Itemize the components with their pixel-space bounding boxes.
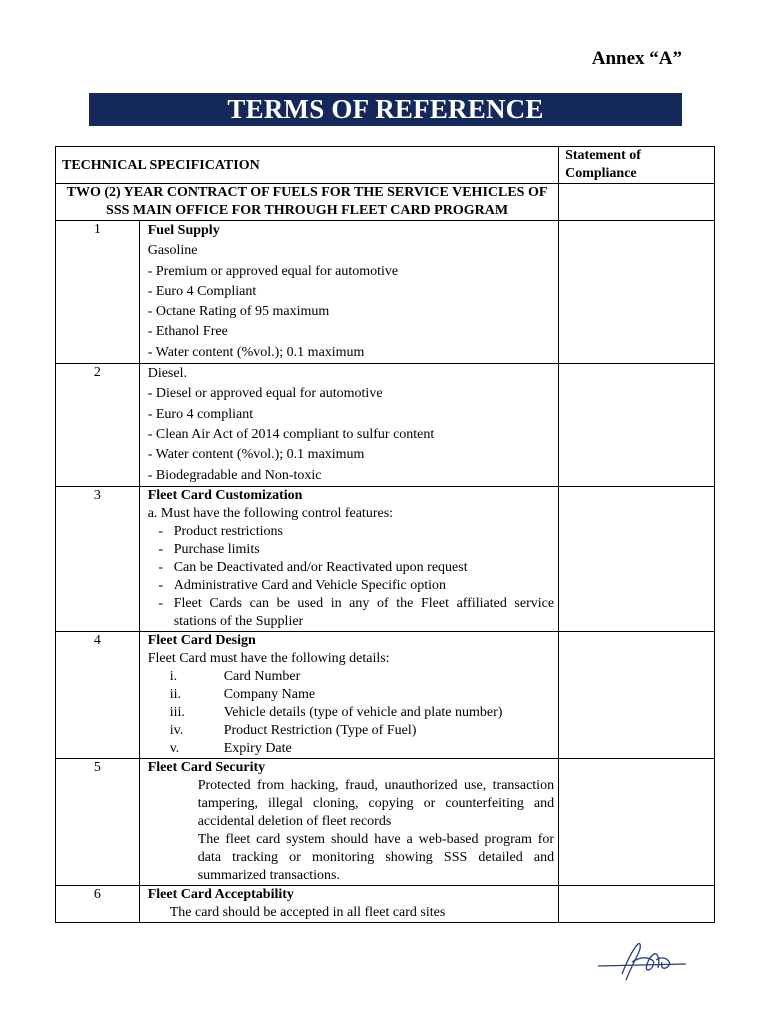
item-line: - Euro 4 compliant — [147, 406, 254, 422]
item-body — [139, 486, 558, 631]
table-row — [56, 758, 715, 885]
contract-title: TWO (2) YEAR CONTRACT OF FUELS FOR THE SERVICE VEHICLES OF SSS MAIN OFFICE FOR THROUGH FLEET CARD PROGRAM — [56, 184, 559, 221]
item-line: - Premium or approved equal for automotive — [147, 263, 399, 279]
compliance-cell — [559, 885, 715, 922]
compliance-cell — [559, 184, 715, 221]
item-heading: Fuel Supply — [147, 223, 220, 238]
header-statement-of-compliance: Statement of Compliance — [559, 147, 715, 184]
table-row — [56, 885, 715, 922]
list-item: ii. Company Name — [169, 686, 316, 702]
item-line: - Water content (%vol.); 0.1 maximum — [147, 344, 365, 360]
list-item: i. Card Number — [169, 668, 301, 684]
item-number: 2 — [56, 364, 140, 487]
signature-mark — [596, 940, 688, 988]
item-line: - Biodegradable and Non-toxic — [147, 467, 322, 483]
list-item: - Product restrictions — [158, 523, 283, 539]
compliance-cell — [559, 221, 715, 364]
item-line: - Octane Rating of 95 maximum — [147, 304, 330, 320]
item-heading: Fleet Card Acceptability — [147, 886, 294, 902]
list-item: - Purchase limits — [158, 541, 260, 557]
item-text: The card should be accepted in all fleet card sites — [169, 904, 446, 920]
item-line: - Euro 4 Compliant — [147, 283, 257, 299]
list-item: - Administrative Card and Vehicle Specific option — [158, 577, 447, 593]
page-title: TERMS OF REFERENCE — [89, 93, 682, 126]
item-line: - Clean Air Act of 2014 compliant to sulfur content — [147, 426, 435, 442]
compliance-cell — [559, 364, 715, 487]
compliance-cell — [559, 486, 715, 631]
list-item: - Fleet Cards can be used in any of the Fleet affiliated service stations of the Supplier — [158, 595, 555, 629]
item-body — [139, 885, 558, 922]
list-item: v. Expiry Date — [169, 740, 292, 756]
list-item: - Can be Deactivated and/or Reactivated upon request — [158, 559, 468, 575]
item-heading: Fleet Card Customization — [147, 487, 303, 503]
item-line: - Water content (%vol.); 0.1 maximum — [147, 447, 365, 463]
item-heading: Fleet Card Design — [147, 632, 256, 648]
item-number: 6 — [56, 885, 140, 922]
item-line: - Diesel or approved equal for automotive — [147, 386, 383, 402]
item-paragraph: Protected from hacking, fraud, unauthorized use, transaction tampering, illegal cloning, copying or counterfeiting and accidental deletion of fleet records — [197, 777, 555, 829]
table-row — [56, 221, 715, 364]
item-intro: a. Must have the following control features: — [147, 505, 394, 521]
item-line: - Ethanol Free — [147, 324, 228, 340]
annex-label: Annex “A” — [591, 48, 682, 69]
table-row — [56, 486, 715, 631]
item-number: 3 — [56, 486, 140, 631]
table-header-row — [56, 147, 715, 184]
table-row — [56, 631, 715, 758]
item-heading: Fleet Card Security — [147, 759, 266, 775]
item-line: Gasoline — [147, 243, 198, 259]
specification-table — [55, 146, 715, 923]
item-body — [139, 631, 558, 758]
item-line: Diesel. — [147, 366, 187, 382]
compliance-cell — [559, 631, 715, 758]
list-item: iv. Product Restriction (Type of Fuel) — [169, 722, 417, 738]
header-technical-specification: TECHNICAL SPECIFICATION — [56, 147, 559, 184]
item-body — [139, 221, 558, 364]
item-paragraph: The fleet card system should have a web-based program for data tracking or monitoring showing SSS detailed and summarized transactions. — [197, 831, 555, 883]
contract-title-row — [56, 184, 715, 221]
table-row — [56, 364, 715, 487]
item-number: 4 — [56, 631, 140, 758]
compliance-cell — [559, 758, 715, 885]
item-number: 1 — [56, 221, 140, 364]
item-body — [139, 758, 558, 885]
item-intro: Fleet Card must have the following details: — [147, 650, 390, 666]
item-number: 5 — [56, 758, 140, 885]
list-item: iii. Vehicle details (type of vehicle and plate number) — [169, 704, 503, 720]
item-body — [139, 364, 558, 487]
